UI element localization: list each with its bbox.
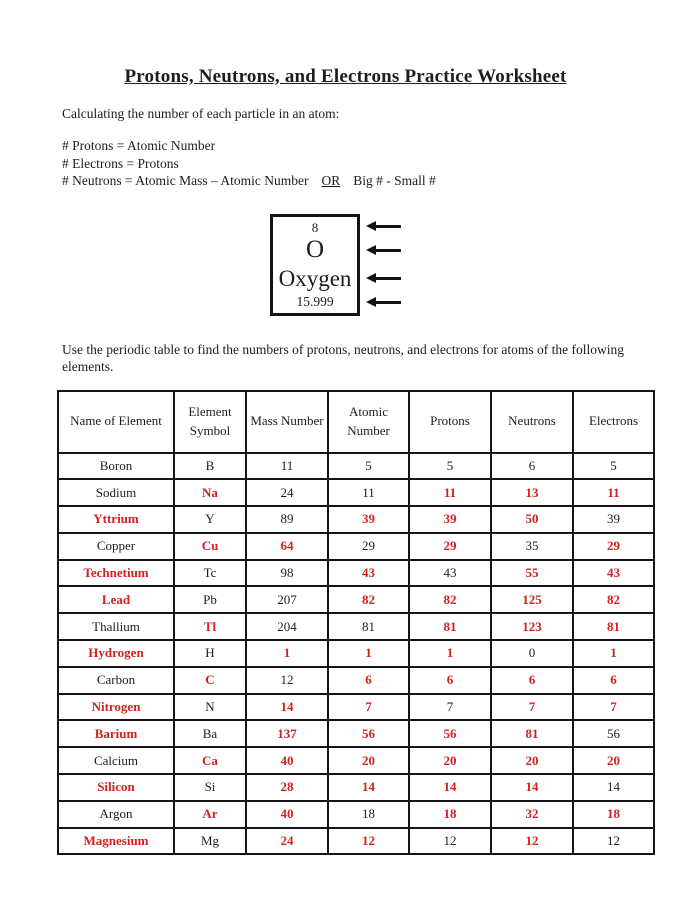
column-header: Electrons [573,391,654,453]
table-cell: 50 [491,506,573,533]
table-cell: 5 [409,453,491,480]
arrow-row [366,265,401,293]
table-cell: 43 [409,560,491,587]
table-cell: Calcium [58,747,174,774]
table-cell: 40 [246,801,328,828]
formula-list [62,137,691,190]
table-row [58,586,654,613]
table-cell: 98 [246,560,328,587]
arrow-row [366,237,401,265]
instructions-text: Use the periodic table to find the numbers of protons, neutrons, and electrons for atoms of the following elements. [62,341,624,374]
arrow-row [366,293,401,313]
column-header: Name of Element [58,391,174,453]
column-header: Atomic Number [328,391,409,453]
table-cell: 14 [246,694,328,721]
table-row [58,801,654,828]
table-cell: N [174,694,246,721]
element-box [270,214,360,316]
table-cell: 82 [328,586,409,613]
table-cell: 5 [573,453,654,480]
table-cell: 64 [246,533,328,560]
table-cell: 55 [491,560,573,587]
table-cell: 125 [491,586,573,613]
table-cell: 39 [328,506,409,533]
left-arrow-icon [376,301,401,303]
table-cell: Argon [58,801,174,828]
table-cell: Ba [174,720,246,747]
table-cell: 204 [246,613,328,640]
table-row [58,453,654,480]
table-cell: Ca [174,747,246,774]
table-cell: Magnesium [58,828,174,855]
table-cell: 43 [328,560,409,587]
table-cell: 7 [328,694,409,721]
table-cell: 20 [409,747,491,774]
table-cell: 89 [246,506,328,533]
table-cell: 11 [573,479,654,506]
table-cell: 13 [491,479,573,506]
table-row [58,828,654,855]
formula-neutrons-or: OR [321,173,341,188]
table-cell: 7 [491,694,573,721]
table-cell: 35 [491,533,573,560]
table-cell: 81 [491,720,573,747]
formula-neutrons-main: # Neutrons = Atomic Mass – Atomic Number [62,173,309,188]
formula-neutrons-alt: Big # - Small # [353,173,436,188]
table-cell: 24 [246,828,328,855]
table-cell: 20 [573,747,654,774]
table-cell: 12 [573,828,654,855]
table-cell: 20 [491,747,573,774]
table-cell: 14 [409,774,491,801]
arrow-column [366,217,401,313]
table-cell: 32 [491,801,573,828]
table-cell: Hydrogen [58,640,174,667]
table-row [58,720,654,747]
table-row [58,613,654,640]
table-cell: Na [174,479,246,506]
table-cell: 1 [246,640,328,667]
table-row [58,774,654,801]
formula-electrons: # Electrons = Protons [62,155,179,171]
intro-text: Calculating the number of each particle in an atom: [62,106,340,121]
table-cell: Silicon [58,774,174,801]
table-cell: Pb [174,586,246,613]
table-row [58,667,654,694]
table-body [58,453,654,855]
table-cell: 11 [409,479,491,506]
atomic-mass-label: 15.999 [296,293,334,309]
table-cell: Cu [174,533,246,560]
left-arrow-icon [376,249,401,251]
table-cell: 82 [409,586,491,613]
table-cell: C [174,667,246,694]
table-cell: 12 [409,828,491,855]
table-cell: Tl [174,613,246,640]
table-cell: 6 [328,667,409,694]
elements-table [57,390,655,856]
table-cell: 14 [573,774,654,801]
table-cell: Mg [174,828,246,855]
table-row [58,560,654,587]
table-cell: 123 [491,613,573,640]
table-cell: Barium [58,720,174,747]
table-cell: 14 [328,774,409,801]
table-cell: 39 [409,506,491,533]
table-cell: Technetium [58,560,174,587]
table-cell: 11 [328,479,409,506]
table-row [58,479,654,506]
table-cell: 81 [573,613,654,640]
table-cell: 14 [491,774,573,801]
table-cell: 28 [246,774,328,801]
table-cell: Ar [174,801,246,828]
table-cell: 7 [409,694,491,721]
page-title: Protons, Neutrons, and Electrons Practice Worksheet [124,66,567,87]
table-cell: 29 [328,533,409,560]
table-cell: 12 [246,667,328,694]
table-header-row [58,391,654,453]
table-cell: 7 [573,694,654,721]
element-box-figure [0,214,681,316]
table-cell: 82 [573,586,654,613]
table-cell: 12 [491,828,573,855]
table-cell: 81 [328,613,409,640]
table-cell: 6 [491,453,573,480]
left-arrow-icon [376,225,401,227]
table-cell: 18 [573,801,654,828]
table-row [58,533,654,560]
column-header: Protons [409,391,491,453]
table-cell: 1 [328,640,409,667]
table-cell: 24 [246,479,328,506]
arrow-row [366,217,401,237]
left-arrow-icon [376,277,401,279]
table-cell: Y [174,506,246,533]
table-row [58,506,654,533]
element-name-label: Oxygen [278,265,352,291]
table-cell: Nitrogen [58,694,174,721]
table-cell: 1 [573,640,654,667]
column-header: Mass Number [246,391,328,453]
table-cell: 56 [328,720,409,747]
table-cell: 18 [409,801,491,828]
table-cell: H [174,640,246,667]
table-cell: Yttrium [58,506,174,533]
table-cell: 12 [328,828,409,855]
table-cell: Si [174,774,246,801]
table-cell: B [174,453,246,480]
formula-protons: # Protons = Atomic Number [62,138,216,153]
formula-neutrons [62,172,691,190]
table-cell: 6 [573,667,654,694]
table-row [58,640,654,667]
column-header: Neutrons [491,391,573,453]
table-cell: Sodium [58,479,174,506]
table-cell: 0 [491,640,573,667]
table-cell: 207 [246,586,328,613]
table-row [58,747,654,774]
table-cell: Tc [174,560,246,587]
table-cell: 43 [573,560,654,587]
column-header: Element Symbol [174,391,246,453]
table-cell: 29 [409,533,491,560]
table-cell: Thallium [58,613,174,640]
table-cell: 137 [246,720,328,747]
table-cell: 56 [409,720,491,747]
table-cell: Carbon [58,667,174,694]
atomic-number-label: 8 [311,219,319,235]
table-cell: 56 [573,720,654,747]
table-cell: 6 [491,667,573,694]
table-cell: Lead [58,586,174,613]
table-cell: 18 [328,801,409,828]
table-cell: 40 [246,747,328,774]
table-cell: Boron [58,453,174,480]
table-cell: 29 [573,533,654,560]
table-cell: 5 [328,453,409,480]
table-cell: 20 [328,747,409,774]
table-cell: 81 [409,613,491,640]
table-cell: 39 [573,506,654,533]
table-cell: 6 [409,667,491,694]
table-cell: Copper [58,533,174,560]
table-cell: 11 [246,453,328,480]
table-row [58,694,654,721]
element-symbol-label: O [305,235,325,263]
table-cell: 1 [409,640,491,667]
